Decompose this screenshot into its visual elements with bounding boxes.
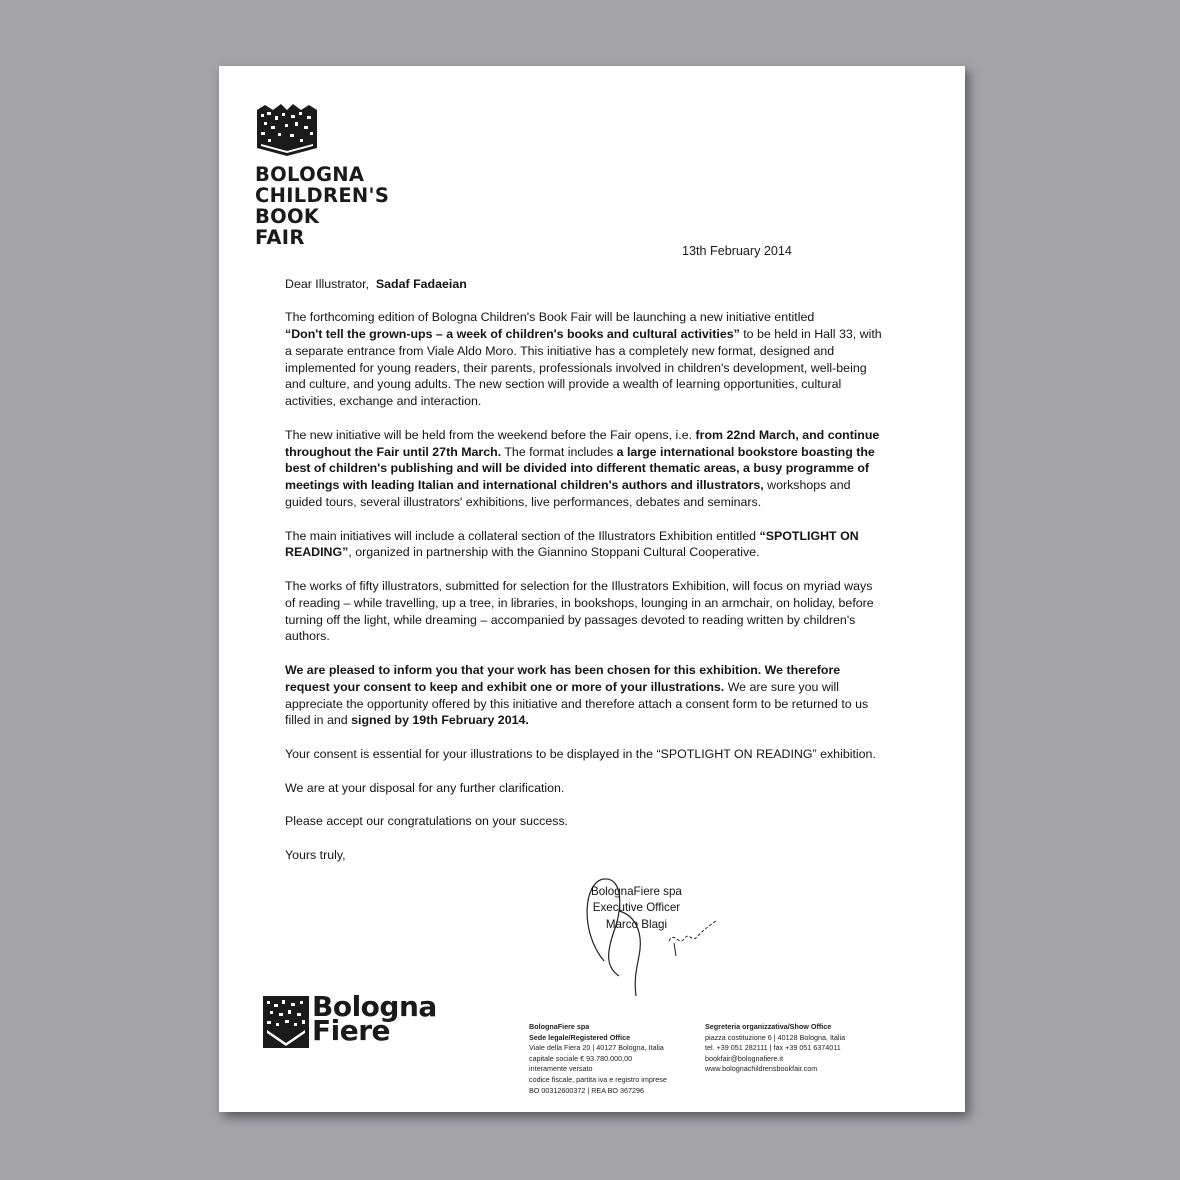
footer-left-address: Viale della Fiera 20 | 40127 Bologna, Italia xyxy=(529,1043,664,1053)
p2-bookstore: a large international bookstore boasting the best of children's publishing and will be divided into different thematic areas, a busy programme of meetings with leading Italian and international children's authors and illustrators, xyxy=(285,444,875,493)
logo-line-book: BOOK xyxy=(255,205,320,228)
paragraph-intro xyxy=(285,309,885,410)
p3-text-2: , organized in partnership with the Giannino Stoppani Cultural Cooperative. xyxy=(348,545,760,560)
closing: Yours truly, xyxy=(285,847,346,862)
paragraph-consent-essential: Your consent is essential for your illustrations to be displayed in the “SPOTLIGHT ON READING” exhibition. xyxy=(285,747,876,762)
paragraph-congratulations: Please accept our congratulations on your success. xyxy=(285,814,569,829)
signatory-title: Executive Officer xyxy=(592,901,681,915)
footer-right-address: piazza costituzione 6 | 40128 Bologna, Italia xyxy=(705,1032,846,1042)
recipient-name: Sadaf Fadaeian xyxy=(375,277,467,291)
letter-body xyxy=(285,276,885,864)
p1-text-2: to be held in Hall 33, with a separate entrance from Viale Aldo Moro. This initiative has a completely new format, designed and implemented for young readers, their parents, professionals involved in children's development, well-being and culture, and young adults. The new section will provide a wealth of learning opportunities, cultural activities, exchange and interaction. xyxy=(285,327,882,409)
footer-left-tax: codice fiscale, partita iva e registro imprese xyxy=(529,1074,667,1084)
paragraph-dates xyxy=(285,427,885,511)
footer-right-website: www.bolognachildrensbookfair.com xyxy=(705,1064,818,1074)
book-fair-logo-icon xyxy=(255,102,319,158)
bologna-childrens-book-fair-logo xyxy=(255,102,390,249)
footer-right-heading: Segreteria organizzativa/Show Office xyxy=(705,1022,832,1031)
logo-line-childrens: CHILDREN'S xyxy=(255,184,390,207)
salutation xyxy=(285,276,885,293)
p3-exhibition-title: “SPOTLIGHT ON READING” xyxy=(285,528,859,560)
footer-right-phone: tel. +39 051 282111 | fax +39 051 6374011 xyxy=(705,1043,841,1053)
paragraph-works: The works of fifty illustrators, submitted for selection for the Illustrators Exhibition, will focus on myriad ways of reading – while travelling, up a tree, in libraries, in bookshops, lounging in an armchair, on holiday, before turning off the light, while dreaming – accompanied by passages devoted to reading written by children's authors. xyxy=(285,579,874,644)
footer-left-paid: interamente versato xyxy=(529,1064,593,1074)
p3-text-1: The main initiatives will include a collateral section of the Illustrators Exhibition entitled xyxy=(285,528,760,543)
signatory-block xyxy=(591,884,682,933)
bolognafiere-line-bologna: Bologna xyxy=(312,990,437,1023)
footer-show-office xyxy=(705,1022,845,1075)
footer-registered-office xyxy=(529,1022,667,1096)
p2-text-3: workshops and guided tours, several illustrators' exhibitions, live performances, debates and seminars. xyxy=(285,478,851,510)
paragraph-exhibition xyxy=(285,528,885,562)
p2-text-1: The new initiative will be held from the weekend before the Fair opens, i.e. xyxy=(285,427,696,442)
p1-initiative-title: “Don't tell the grown-ups – a week of children's books and cultural activities” xyxy=(285,327,740,342)
bolognafiere-wordmark xyxy=(312,990,437,1047)
logo-line-bologna: BOLOGNA xyxy=(255,163,365,186)
salutation-prefix: Dear Illustrator, xyxy=(285,277,370,291)
footer-left-capital: capitale sociale € 93.780.000,00 xyxy=(529,1053,633,1063)
p5-deadline: signed by 19th February 2014. xyxy=(351,713,529,728)
logo-line-fair: FAIR xyxy=(255,226,305,249)
p2-dates: from 22nd March, and continue throughout the Fair until 27th March. xyxy=(285,427,880,459)
p1-text-1: The forthcoming edition of Bologna Children's Book Fair will be launching a new initiative entitled xyxy=(285,310,815,325)
footer-left-heading: Sede legale/Registered Office xyxy=(529,1032,631,1042)
bolognafiere-line-fiere: Fiere xyxy=(312,1014,391,1047)
p5-text: We are sure you will appreciate the opportunity offered by this initiative and therefore attach a consent form to be returned to us filled in and xyxy=(285,679,869,728)
letter-page xyxy=(219,66,965,1112)
footer-right-email: bookfair@bolognafiere.it xyxy=(705,1053,784,1063)
paragraph-disposal: We are at your disposal for any further clarification. xyxy=(285,780,565,795)
bolognafiere-logo-icon xyxy=(263,996,309,1048)
signatory-company: BolognaFiere spa xyxy=(591,885,682,898)
p2-text-2: The format includes xyxy=(501,444,617,459)
letter-date: 13th February 2014 xyxy=(682,244,792,258)
footer-left-company: BolognaFiere spa xyxy=(529,1022,590,1031)
p5-chosen: We are pleased to inform you that your work has been chosen for this exhibition. We therefore request your consent to keep and exhibit one or more of your illustrations. xyxy=(285,663,841,694)
signatory-name: Marco Blagi xyxy=(605,917,668,931)
paragraph-consent-request xyxy=(285,662,885,729)
footer-left-reg-number: BO 00312600372 | REA BO 367296 xyxy=(529,1085,644,1095)
